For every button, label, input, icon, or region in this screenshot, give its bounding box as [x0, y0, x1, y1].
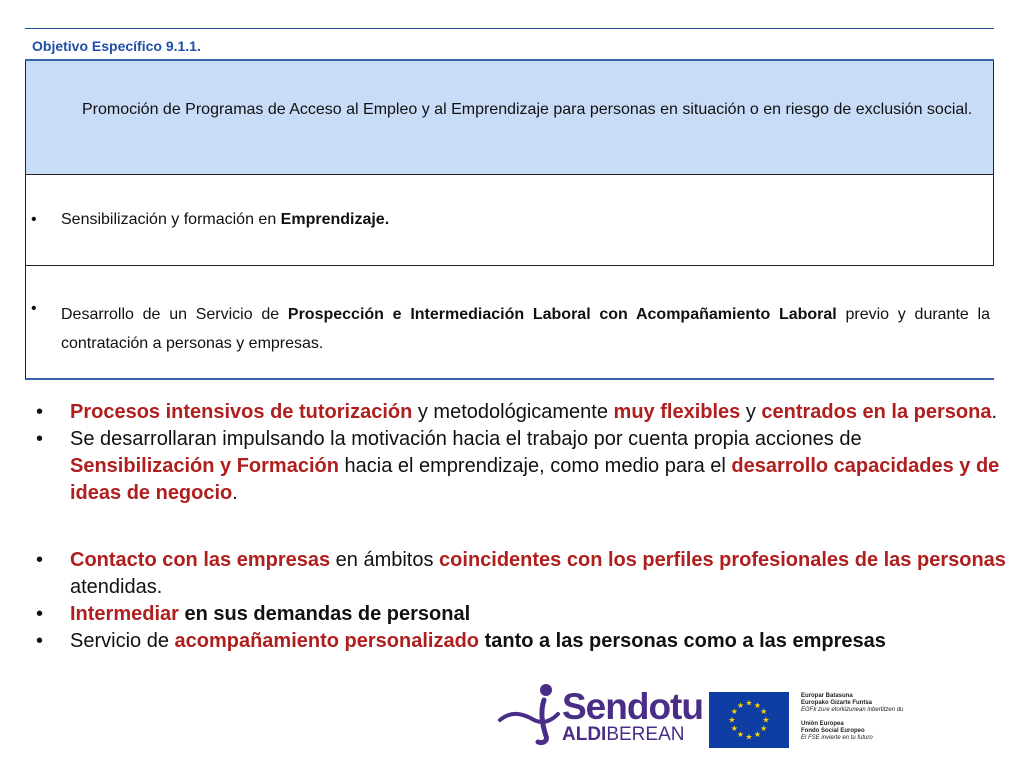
table-header-row — [25, 28, 994, 61]
eu-star-icon: ★ — [753, 730, 762, 740]
eu-fund-logo — [709, 692, 999, 748]
objective-description: Promoción de Programas de Acceso al Empleo y al Emprendizaje para personas en situación o en riesgo de exclusión social. — [82, 101, 973, 118]
list-item: • Se desarrollaran impulsando la motivación hacia el trabajo por cuenta propia acciones de Sensibilización y Formación hacia el emprendizaje, como medio para el desarrollo capacidades y de ideas de negocio. — [36, 428, 1000, 504]
list-item: • Contacto con las empresas en ámbitos coincidentes con los perfiles profesionales de las personas atendidas. — [36, 549, 1006, 598]
sendotu-logo: Sendotu ALDIBEREAN — [498, 680, 698, 748]
eu-star-icon: ★ — [753, 700, 762, 710]
table-row-training — [25, 175, 994, 266]
list-item: • Servicio de acompañamiento personalizado tanto a las personas como a las empresas — [0, 628, 1010, 655]
eu-star-icon: ★ — [762, 715, 770, 725]
service-text: Desarrollo de un Servicio de Prospección e Intermediación Laboral con Acompañamiento Laboral previo y durante la contratación a personas y empresas. — [61, 306, 991, 352]
eu-star-icon: ★ — [736, 700, 745, 710]
list-item: • Procesos intensivos de tutorización y metodológicamente muy flexibles y centrados en la persona. — [0, 399, 1010, 426]
bullet-list-companies — [0, 547, 1010, 655]
eu-star-icon: ★ — [728, 715, 736, 725]
list-item: • Intermediar en sus demandas de personal — [0, 601, 1010, 628]
bullet: • — [36, 549, 44, 571]
runner-logo-icon — [498, 680, 562, 748]
bullet: • — [31, 211, 37, 228]
eu-fund-text: Europar Batasuna Europako Gizarte Funtsa EGFk zure etorkizunean inbertitzen du Unión Europea Fondo Social Europeo El FSE invierte en tu futuro — [801, 693, 904, 741]
bullet: • — [31, 300, 37, 317]
training-text: Sensibilización y formación en Emprendizaje. — [61, 211, 390, 228]
bullet: • — [36, 630, 44, 652]
bullet: • — [36, 603, 44, 625]
eu-flag-icon — [709, 692, 789, 748]
bullet: • — [36, 401, 44, 423]
bullet: • — [36, 428, 44, 450]
eu-star-icon: ★ — [736, 730, 745, 740]
table-row-description — [25, 61, 994, 175]
eu-star-icon: ★ — [760, 724, 768, 733]
bullet-list-methodology — [0, 399, 1010, 507]
eu-star-icon: ★ — [730, 707, 738, 716]
eu-star-icon: ★ — [730, 724, 738, 733]
eu-star-icon: ★ — [745, 698, 753, 708]
table-row-service — [25, 266, 994, 380]
eu-star-icon: ★ — [745, 732, 753, 742]
eu-star-icon: ★ — [760, 707, 768, 716]
objective-title: Objetivo Específico 9.1.1. — [32, 38, 201, 54]
